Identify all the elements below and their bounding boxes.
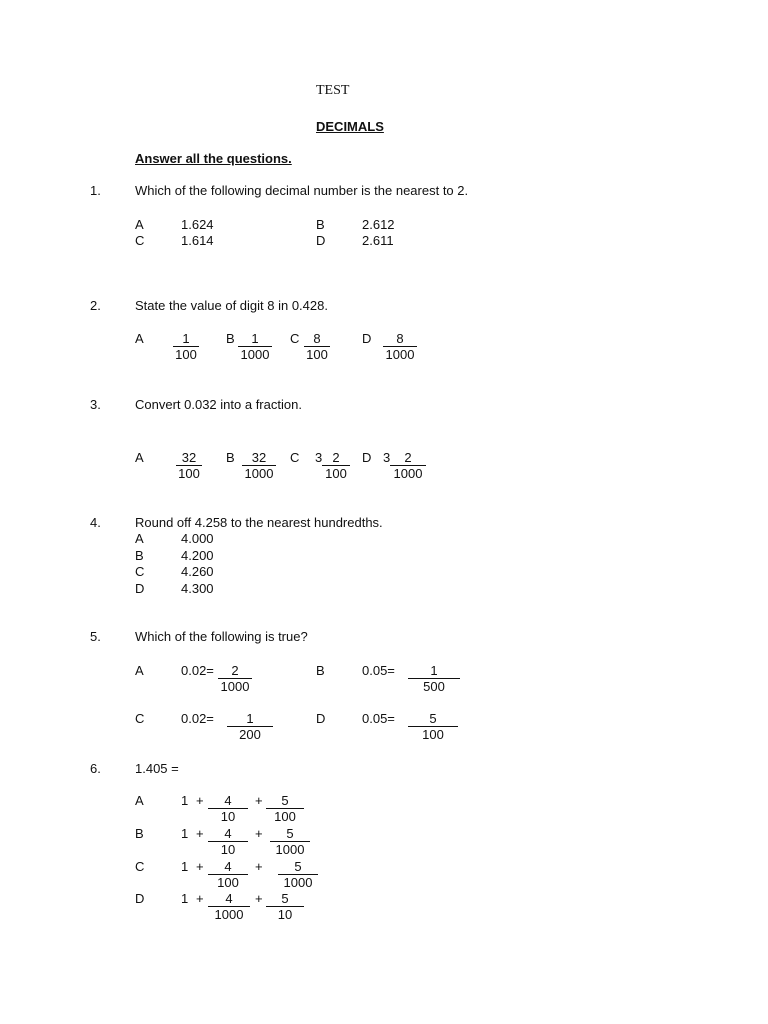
q6-d-denominator1: 1000 — [214, 907, 244, 922]
q5-option-d-fraction — [408, 711, 458, 742]
q3-d-numerator: 2 — [390, 450, 426, 466]
subject-heading: DECIMALS — [316, 119, 384, 134]
q5-b-numerator: 1 — [408, 663, 460, 679]
q2-option-d-fraction — [383, 331, 417, 362]
q2-option-c-fraction — [304, 331, 330, 362]
q4-option-d: 4.300 — [181, 581, 214, 596]
test-title: TEST — [316, 83, 350, 98]
q6-a-numerator1: 4 — [208, 793, 248, 809]
q2-number: 2. — [90, 298, 101, 313]
q3-option-a-letter: A — [135, 450, 144, 465]
q6-a-denominator1: 10 — [220, 809, 236, 824]
q3-option-b-fraction — [242, 450, 276, 481]
q6-d-plus2: + — [255, 891, 263, 906]
q3-c-numerator: 2 — [322, 450, 350, 466]
q3-option-d-fraction — [390, 450, 426, 481]
q3-a-numerator: 32 — [176, 450, 202, 466]
instruction: Answer all the questions. — [135, 151, 292, 166]
q6-d-numerator1: 4 — [208, 891, 250, 907]
q4-option-c: 4.260 — [181, 564, 214, 579]
q6-a-denominator2: 100 — [274, 809, 296, 824]
q6-c-fraction1 — [208, 859, 248, 890]
q2-c-numerator: 8 — [304, 331, 330, 347]
q3-a-denominator: 100 — [178, 466, 200, 481]
q6-d-denominator2: 10 — [277, 907, 293, 922]
q3-option-c-fraction — [322, 450, 350, 481]
q4-option-b-letter: B — [135, 548, 144, 563]
q1-option-b: 2.612 — [362, 217, 395, 232]
q3-d-denominator: 1000 — [393, 466, 423, 481]
q5-number: 5. — [90, 629, 101, 644]
q6-option-d-letter: D — [135, 891, 145, 906]
q5-a-denominator: 1000 — [220, 679, 250, 694]
q3-option-b-letter: B — [226, 450, 235, 465]
q5-option-d-letter: D — [316, 711, 326, 726]
q5-text: Which of the following is true? — [135, 629, 308, 644]
q6-number: 6. — [90, 761, 101, 776]
q2-c-denominator: 100 — [306, 347, 328, 362]
q6-d-plus1: + — [196, 891, 204, 906]
q1-option-d-letter: D — [316, 233, 326, 248]
q5-a-numerator: 2 — [218, 663, 252, 679]
q6-d-whole: 1 — [181, 891, 189, 906]
q1-option-c: 1.614 — [181, 233, 214, 248]
q5-option-b-letter: B — [316, 663, 325, 678]
q6-option-a-letter: A — [135, 793, 144, 808]
q4-option-d-letter: D — [135, 581, 145, 596]
q6-b-fraction2 — [270, 826, 310, 857]
q2-option-a-fraction — [173, 331, 199, 362]
q1-option-b-letter: B — [316, 217, 325, 232]
q3-d-whole: 3 — [383, 450, 391, 465]
q4-option-c-letter: C — [135, 564, 145, 579]
q3-option-d-letter: D — [362, 450, 372, 465]
q6-c-denominator1: 100 — [217, 875, 239, 890]
q6-c-denominator2: 1000 — [283, 875, 313, 890]
q6-option-c-letter: C — [135, 859, 145, 874]
q3-b-denominator: 1000 — [244, 466, 274, 481]
q3-number: 3. — [90, 397, 101, 412]
q6-a-whole: 1 — [181, 793, 189, 808]
q6-a-numerator2: 5 — [266, 793, 304, 809]
q5-d-numerator: 5 — [408, 711, 458, 727]
q4-option-b: 4.200 — [181, 548, 214, 563]
q2-option-c-letter: C — [290, 331, 300, 346]
q5-c-numerator: 1 — [227, 711, 273, 727]
q6-c-whole: 1 — [181, 859, 189, 874]
q2-b-numerator: 1 — [238, 331, 272, 347]
q5-c-lhs: 0.02= — [181, 711, 214, 726]
q6-b-denominator2: 1000 — [275, 842, 305, 857]
q3-text: Convert 0.032 into a fraction. — [135, 397, 302, 412]
q2-text: State the value of digit 8 in 0.428. — [135, 298, 328, 313]
q4-option-a-letter: A — [135, 531, 144, 546]
q3-option-c-letter: C — [290, 450, 300, 465]
q6-text: 1.405 = — [135, 761, 179, 776]
q6-c-numerator2: 5 — [278, 859, 318, 875]
q4-option-a: 4.000 — [181, 531, 214, 546]
q3-c-denominator: 100 — [325, 466, 347, 481]
q1-number: 1. — [90, 183, 101, 198]
q5-b-lhs: 0.05= — [362, 663, 395, 678]
q6-b-plus2: + — [255, 826, 263, 841]
q2-option-b-letter: B — [226, 331, 235, 346]
q1-option-d: 2.611 — [362, 233, 394, 248]
q1-option-a: 1.624 — [181, 217, 214, 232]
q5-option-a-fraction — [218, 663, 252, 694]
q2-d-numerator: 8 — [383, 331, 417, 347]
q6-b-whole: 1 — [181, 826, 189, 841]
q6-b-numerator1: 4 — [208, 826, 248, 842]
q1-option-c-letter: C — [135, 233, 145, 248]
q1-text: Which of the following decimal number is the nearest to 2. — [135, 183, 469, 198]
q2-option-b-fraction — [238, 331, 272, 362]
q5-b-denominator: 500 — [423, 679, 445, 694]
q2-d-denominator: 1000 — [385, 347, 415, 362]
q3-option-a-fraction — [176, 450, 202, 481]
q2-option-a-letter: A — [135, 331, 144, 346]
q5-option-b-fraction — [408, 663, 460, 694]
q6-d-fraction2 — [266, 891, 304, 922]
q2-b-denominator: 1000 — [240, 347, 270, 362]
q6-a-plus1: + — [196, 793, 204, 808]
q6-c-plus2: + — [255, 859, 263, 874]
q3-c-whole: 3 — [315, 450, 323, 465]
q5-d-lhs: 0.05= — [362, 711, 395, 726]
q6-a-plus2: + — [255, 793, 263, 808]
q5-option-a-letter: A — [135, 663, 144, 678]
q6-option-b-letter: B — [135, 826, 144, 841]
q2-a-denominator: 100 — [175, 347, 197, 362]
q6-b-denominator1: 10 — [220, 842, 236, 857]
q6-b-fraction1 — [208, 826, 248, 857]
q5-a-lhs: 0.02= — [181, 663, 214, 678]
q6-b-plus1: + — [196, 826, 204, 841]
q6-d-fraction1 — [208, 891, 250, 922]
q6-a-fraction2 — [266, 793, 304, 824]
q6-c-fraction2 — [278, 859, 318, 890]
q1-option-a-letter: A — [135, 217, 144, 232]
q5-c-denominator: 200 — [239, 727, 261, 742]
q2-option-d-letter: D — [362, 331, 372, 346]
q5-d-denominator: 100 — [422, 727, 444, 742]
q6-b-numerator2: 5 — [270, 826, 310, 842]
q6-c-plus1: + — [196, 859, 204, 874]
q2-a-numerator: 1 — [173, 331, 199, 347]
q5-option-c-letter: C — [135, 711, 145, 726]
q6-d-numerator2: 5 — [266, 891, 304, 907]
q5-option-c-fraction — [227, 711, 273, 742]
q3-b-numerator: 32 — [242, 450, 276, 466]
q6-c-numerator1: 4 — [208, 859, 248, 875]
q6-a-fraction1 — [208, 793, 248, 824]
q4-number: 4. — [90, 515, 101, 530]
q4-text: Round off 4.258 to the nearest hundredths. — [135, 515, 383, 530]
